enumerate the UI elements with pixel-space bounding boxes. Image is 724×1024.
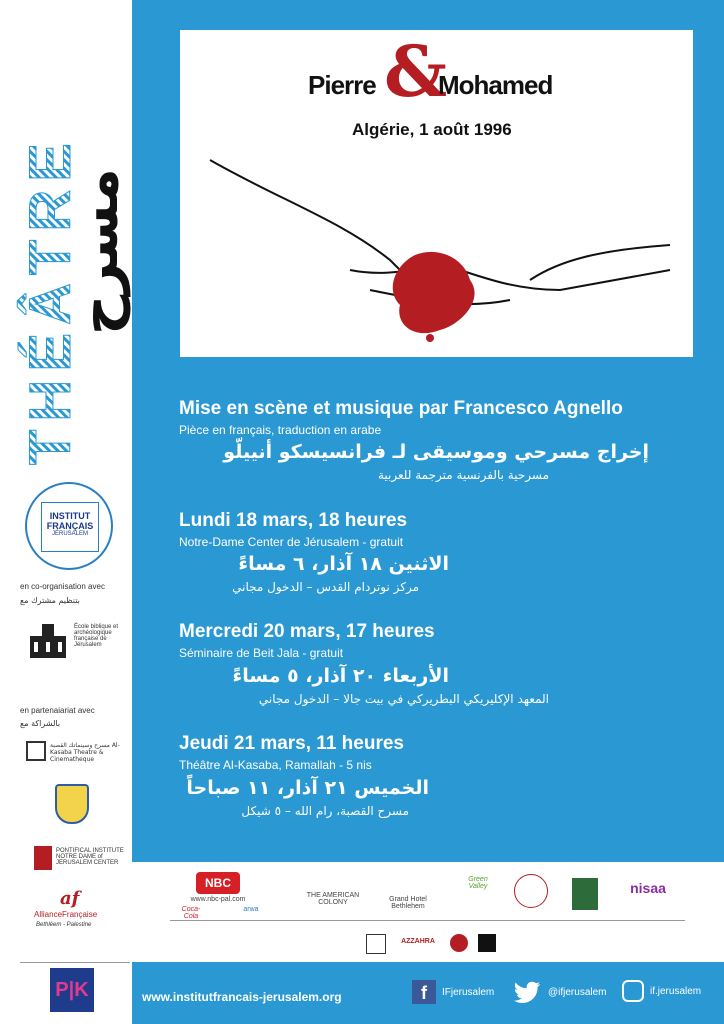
date1-ar-sub: مركز نوتردام القدس – الدخول مجاني: [232, 580, 419, 594]
twitter-link[interactable]: [512, 980, 607, 1004]
vertical-title-text: THÉÂTRE: [18, 135, 83, 465]
direction-ar-sub: مسرحية بالفرنسية مترجمة للعربية: [377, 468, 549, 482]
ecole-church-icon: [26, 622, 70, 660]
alliance-icon: af: [60, 888, 80, 909]
date2-ar-sub: المعهد الإكليريكي البطريركي في بيت جالا – الدخول مجاني: [258, 692, 549, 706]
notre-dame-icon: [34, 846, 52, 870]
facebook-handle: IFjerusalem: [442, 986, 495, 998]
date3-ar-sub: مسرح القصبة، رام الله – ٥ شيكل: [241, 804, 409, 818]
azzahra-logo: AZZAHRA: [401, 938, 435, 945]
date2-fr: Mercredi 20 mars, 17 heures: [179, 621, 435, 642]
partner-ar: بالشراكة مع: [20, 719, 61, 728]
poster-title-left: Pierre: [308, 70, 376, 100]
logo-sub: JÉRUSALEM: [51, 531, 88, 537]
ecole-label: École biblique et archéologique française de Jérusalem: [74, 624, 119, 648]
twitter-icon: [512, 980, 542, 1004]
notre-dame-label: PONTIFICAL INSTITUTE NOTRE DAME of JERUSALEM CENTER: [56, 848, 124, 866]
facebook-link[interactable]: [412, 980, 494, 1004]
facebook-icon: f: [412, 980, 436, 1004]
nisaa-logo: nisaa: [630, 880, 666, 896]
kasaba-icon: [26, 741, 46, 761]
instagram-link[interactable]: [622, 980, 701, 1002]
direction-fr: Mise en scène et musique par Francesco Agnello: [179, 398, 623, 419]
vertical-arabic: [66, 135, 131, 345]
play-poster: [180, 30, 693, 357]
date3-ar: الخميس ٢١ آذار، ١١ صباحاً: [186, 777, 429, 799]
date3-fr-sub: Théâtre Al-Kasaba, Ramallah - 5 nis: [179, 758, 372, 772]
date3-fr: Jeudi 21 mars, 11 heures: [179, 733, 404, 754]
website-link[interactable]: www.institutfrancais-jerusalem.org: [142, 990, 342, 1004]
sidebar: [0, 0, 132, 1024]
coorg-fr: en co-organisation avec: [20, 582, 105, 591]
instagram-icon: [622, 980, 644, 1002]
poster-title-right: Mohamed: [438, 70, 553, 100]
date1-ar: الاثنين ١٨ آذار، ٦ مساءً: [238, 553, 449, 575]
handshake-illustration: [200, 150, 680, 350]
alliance-sub: Bethléem - Palestine: [36, 922, 92, 928]
pk-logo-icon: P|K: [50, 968, 94, 1012]
vertical-arabic-text: مسرح: [66, 168, 131, 335]
nbc-logo: NBC: [196, 872, 240, 894]
date1-fr-sub: Notre-Dame Center de Jérusalem - gratuit: [179, 535, 404, 549]
green-door-logo-icon: [572, 878, 598, 910]
alliance-label: AllianceFrançaise: [34, 910, 98, 919]
black-logo-icon: [478, 934, 496, 952]
sidebar-divider: [20, 962, 130, 963]
nbc-url: www.nbc-pal.com: [190, 896, 246, 903]
date1-fr: Lundi 18 mars, 18 heures: [179, 510, 408, 531]
kasaba-label: مسرح وسينماتك القصبة Al-Kasaba Theatre & Cinematheque: [50, 742, 120, 763]
round-logo-icon: [450, 934, 468, 952]
poster-amp: &: [384, 30, 448, 113]
coorg-ar: بتنظيم مشترك مع: [20, 596, 80, 605]
date2-fr-sub: Séminaire de Beit Jala - gratuit: [179, 646, 344, 660]
footer: [132, 962, 724, 1024]
ghb-logo: Grand Hotel Bethlehem: [389, 896, 427, 910]
institut-francais-logo[interactable]: [25, 482, 113, 570]
direction-fr-sub: Pièce en français, traduction en arabe: [179, 423, 382, 437]
seminary-crest-icon: [55, 784, 89, 824]
ishtar-logo-icon: [514, 874, 548, 908]
arwa-logo: arwa: [243, 906, 259, 913]
logo-text: INSTITUT FRANÇAIS: [46, 511, 94, 531]
qr-logo-icon: [366, 934, 386, 954]
coca-logo: Coca-Cola: [181, 906, 201, 920]
twitter-handle: @ifjerusalem: [548, 986, 607, 998]
instagram-handle: if.jerusalem: [650, 985, 702, 997]
colony-logo: THE AMERICAN COLONY: [306, 892, 360, 906]
poster-subtitle: Algérie, 1 août 1996: [352, 120, 512, 139]
partner-fr: en partenaiariat avec: [20, 706, 95, 715]
direction-ar: إخراج مسرحي وموسيقى لـ فرانسيسكو أنييلّو: [223, 441, 649, 463]
date2-ar: الأربعاء ٢٠ آذار، ٥ مساءً: [232, 665, 449, 687]
greenvalley-logo: Green Valley: [468, 876, 488, 890]
sponsor-divider: [170, 920, 685, 921]
